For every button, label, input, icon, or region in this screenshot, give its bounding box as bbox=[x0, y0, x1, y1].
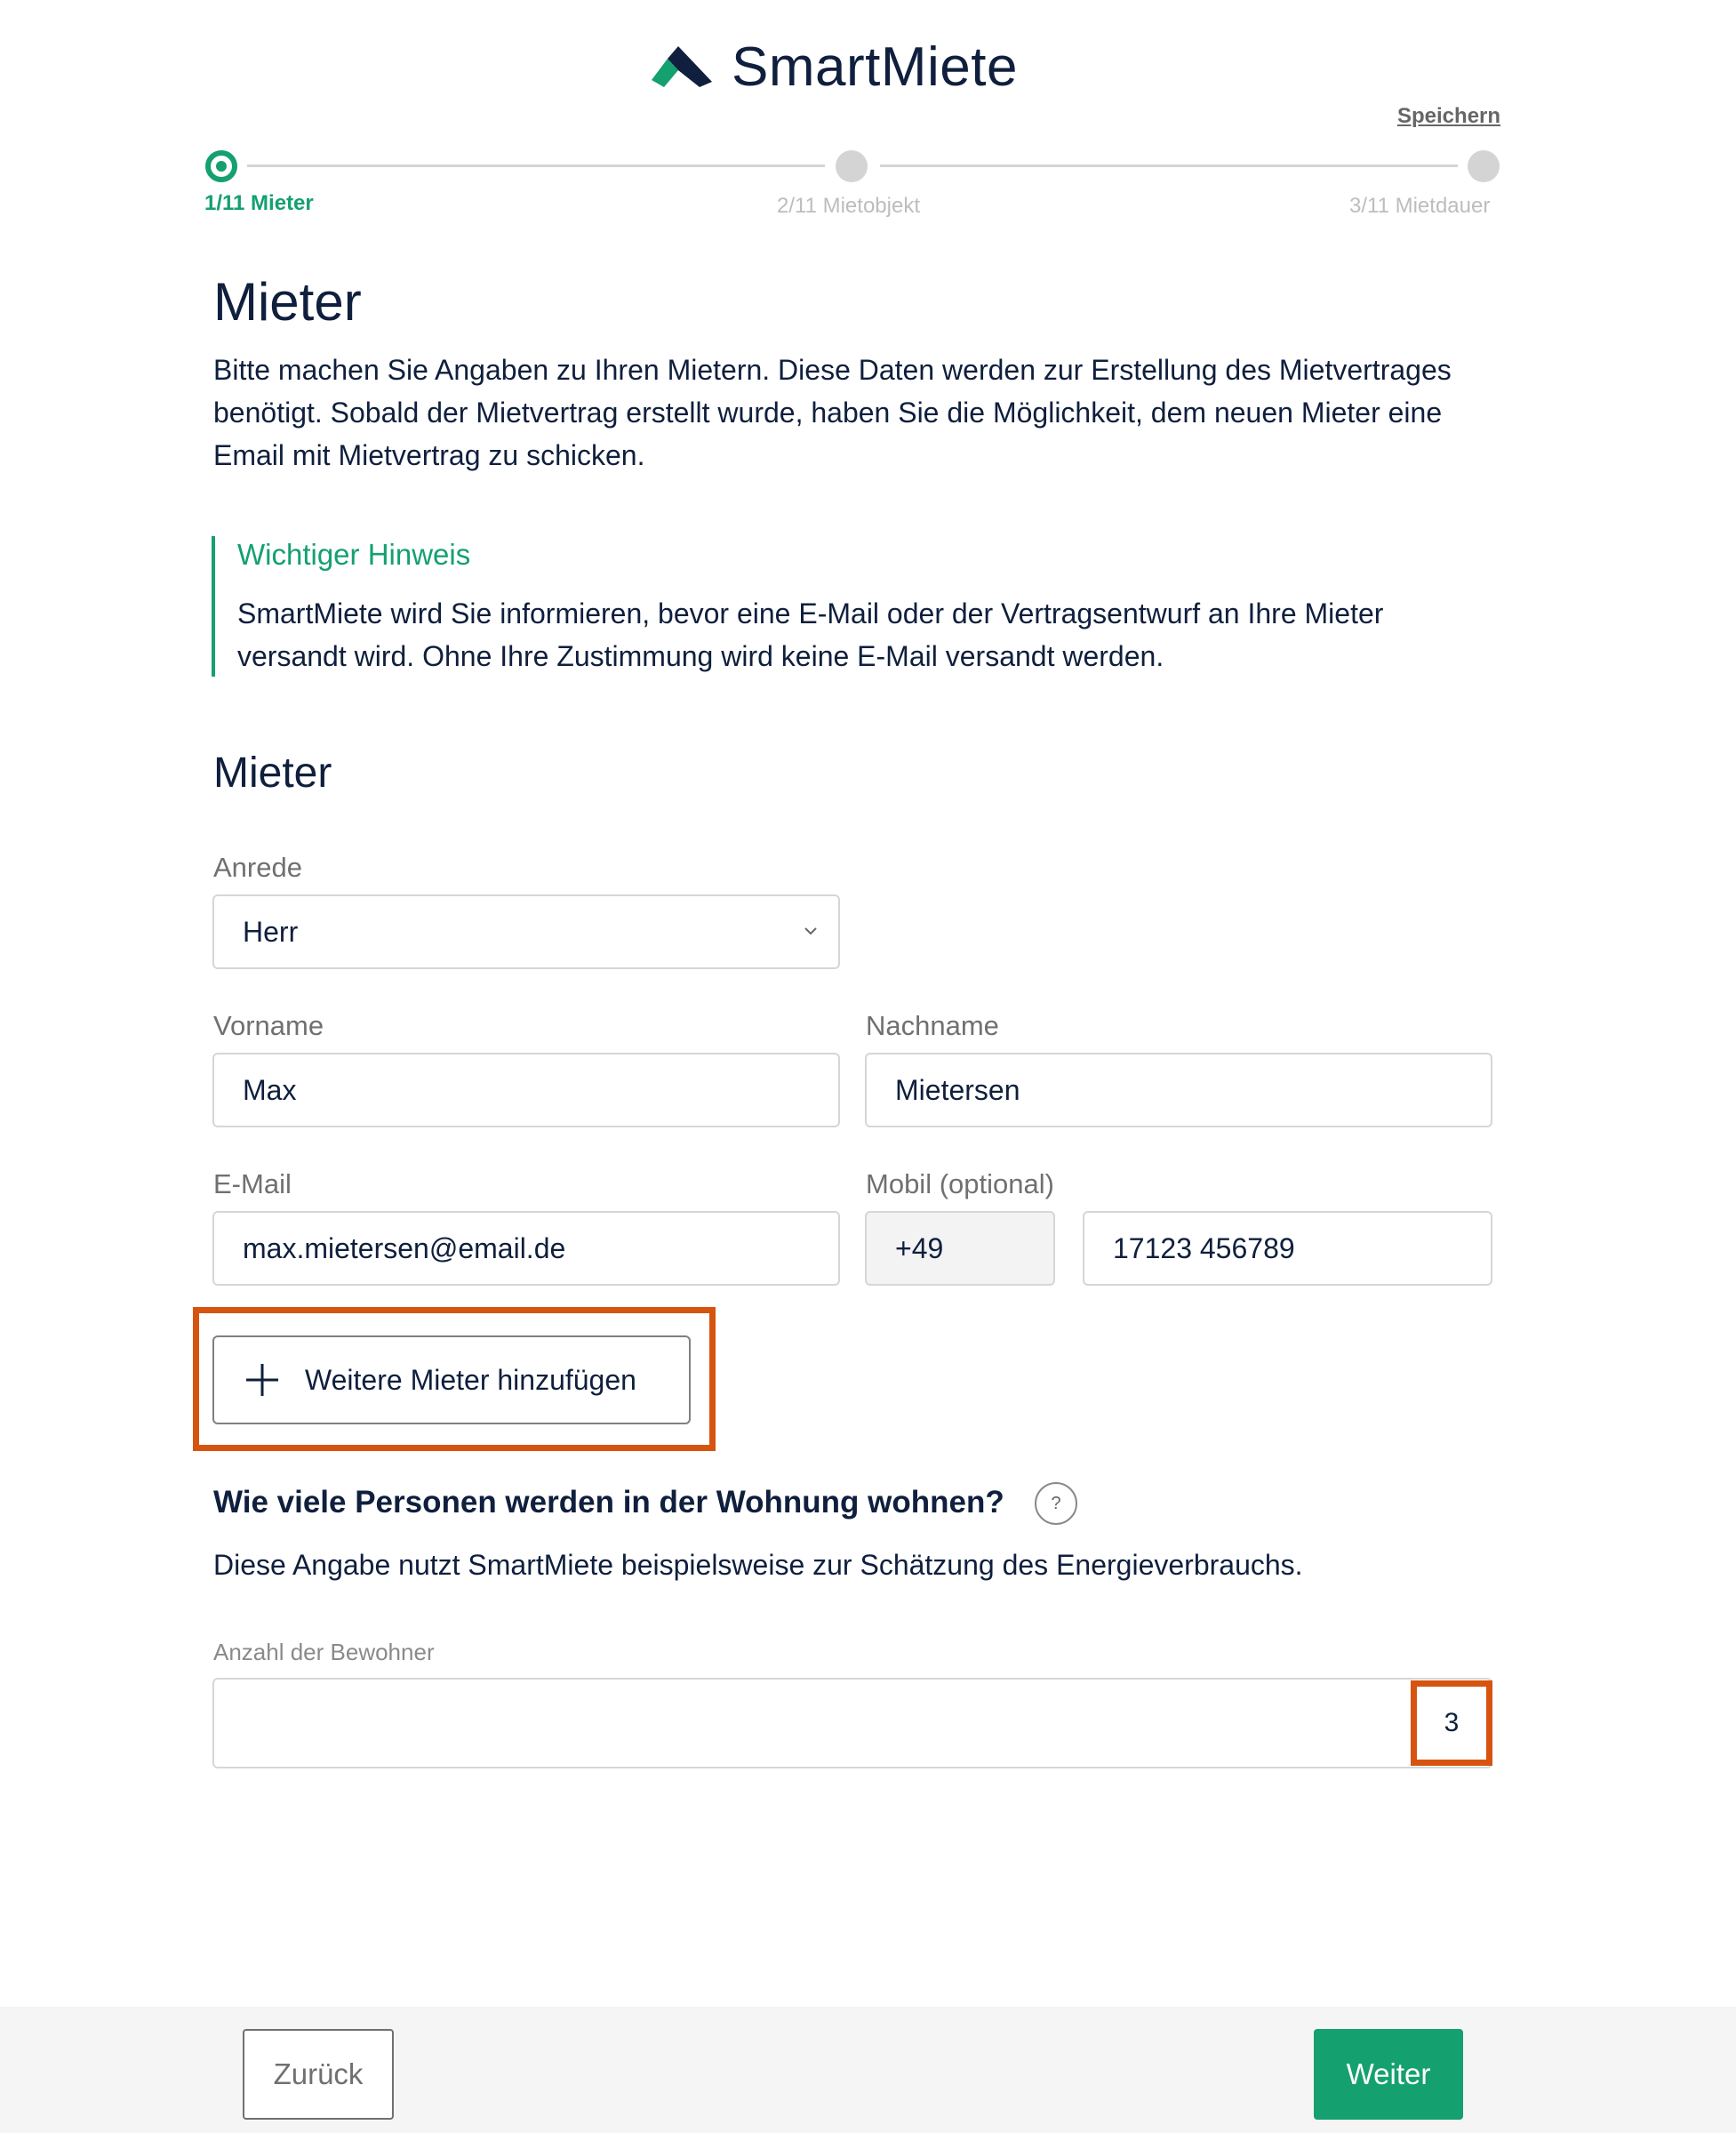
residents-count-field[interactable] bbox=[212, 1678, 1492, 1768]
residents-count-label: Anzahl der Bewohner bbox=[213, 1639, 435, 1665]
stepper-line bbox=[247, 164, 825, 167]
last-name-label: Nachname bbox=[866, 1010, 999, 1041]
notice-text: SmartMiete wird Sie informieren, bevor eine E-Mail oder der Vertragsentwurf an Ihre Mieter versandt wird. Ohne Ihre Zustimmung wird keine E-Mail versandt werden. bbox=[237, 597, 1384, 672]
salutation-label: Anrede bbox=[213, 852, 302, 883]
salutation-value: Herr bbox=[243, 915, 299, 948]
brand-name: SmartMiete bbox=[732, 36, 1018, 98]
mobile-label: Mobil (optional) bbox=[866, 1168, 1054, 1199]
step-1-indicator bbox=[205, 150, 237, 182]
notice-accent-bar bbox=[212, 536, 215, 677]
last-name-field[interactable] bbox=[865, 1053, 1492, 1127]
page-title: Mieter bbox=[213, 272, 362, 332]
residents-count-value[interactable]: 3 bbox=[1444, 1708, 1460, 1737]
first-name-label: Vorname bbox=[213, 1010, 324, 1041]
add-tenant-button[interactable] bbox=[212, 1335, 691, 1424]
residents-question: Wie viele Personen werden in der Wohnung wohnen? bbox=[213, 1485, 1004, 1520]
help-icon-glyph: ? bbox=[1051, 1493, 1061, 1513]
first-name-field[interactable] bbox=[212, 1053, 840, 1127]
mobile-field[interactable] bbox=[1083, 1211, 1492, 1286]
chevron-down-icon bbox=[803, 923, 819, 939]
first-name-value: Max bbox=[243, 1073, 297, 1106]
phone-prefix-field[interactable] bbox=[865, 1211, 1055, 1286]
plus-icon bbox=[244, 1362, 280, 1398]
step-2-indicator bbox=[836, 150, 868, 182]
step-1-label[interactable]: 1/11 Mieter bbox=[204, 191, 314, 215]
back-button[interactable]: Zurück bbox=[243, 2029, 394, 2120]
stepper-line bbox=[880, 164, 1458, 167]
salutation-select[interactable] bbox=[212, 894, 840, 969]
phone-prefix-value: +49 bbox=[895, 1231, 944, 1264]
page-intro: Bitte machen Sie Angaben zu Ihren Mietern. Diese Daten werden zur Erstellung des Mietvertrages benötigt. Sobald der Mietvertrag erstellt wurde, haben Sie die Möglichkeit, dem neuen Mieter eine Email mit Mietvertrag zu schicken. bbox=[213, 354, 1452, 471]
step-3-indicator bbox=[1468, 150, 1500, 182]
step-2-label: 2/11 Mietobjekt bbox=[777, 194, 920, 218]
email-field[interactable] bbox=[212, 1211, 840, 1286]
save-link[interactable]: Speichern bbox=[1397, 104, 1501, 128]
step-3-label: 3/11 Mietdauer bbox=[1349, 194, 1491, 218]
residents-description: Diese Angabe nutzt SmartMiete beispielsweise zur Schätzung des Energieverbrauchs. bbox=[213, 1549, 1303, 1581]
smartmiete-logo-icon bbox=[652, 46, 712, 87]
email-value: max.mietersen@email.de bbox=[243, 1231, 566, 1264]
email-label: E-Mail bbox=[213, 1168, 292, 1199]
mobile-value: 17123 456789 bbox=[1113, 1231, 1295, 1264]
brand-logo bbox=[652, 36, 1018, 98]
last-name-value: Mietersen bbox=[895, 1073, 1020, 1106]
section-title: Mieter bbox=[213, 750, 332, 797]
help-icon[interactable] bbox=[1035, 1482, 1077, 1525]
next-button[interactable]: Weiter bbox=[1314, 2029, 1463, 2120]
notice-title: Wichtiger Hinweis bbox=[237, 538, 471, 571]
residents-count-highlight bbox=[1411, 1680, 1492, 1766]
add-tenant-label: Weitere Mieter hinzufügen bbox=[305, 1363, 636, 1396]
